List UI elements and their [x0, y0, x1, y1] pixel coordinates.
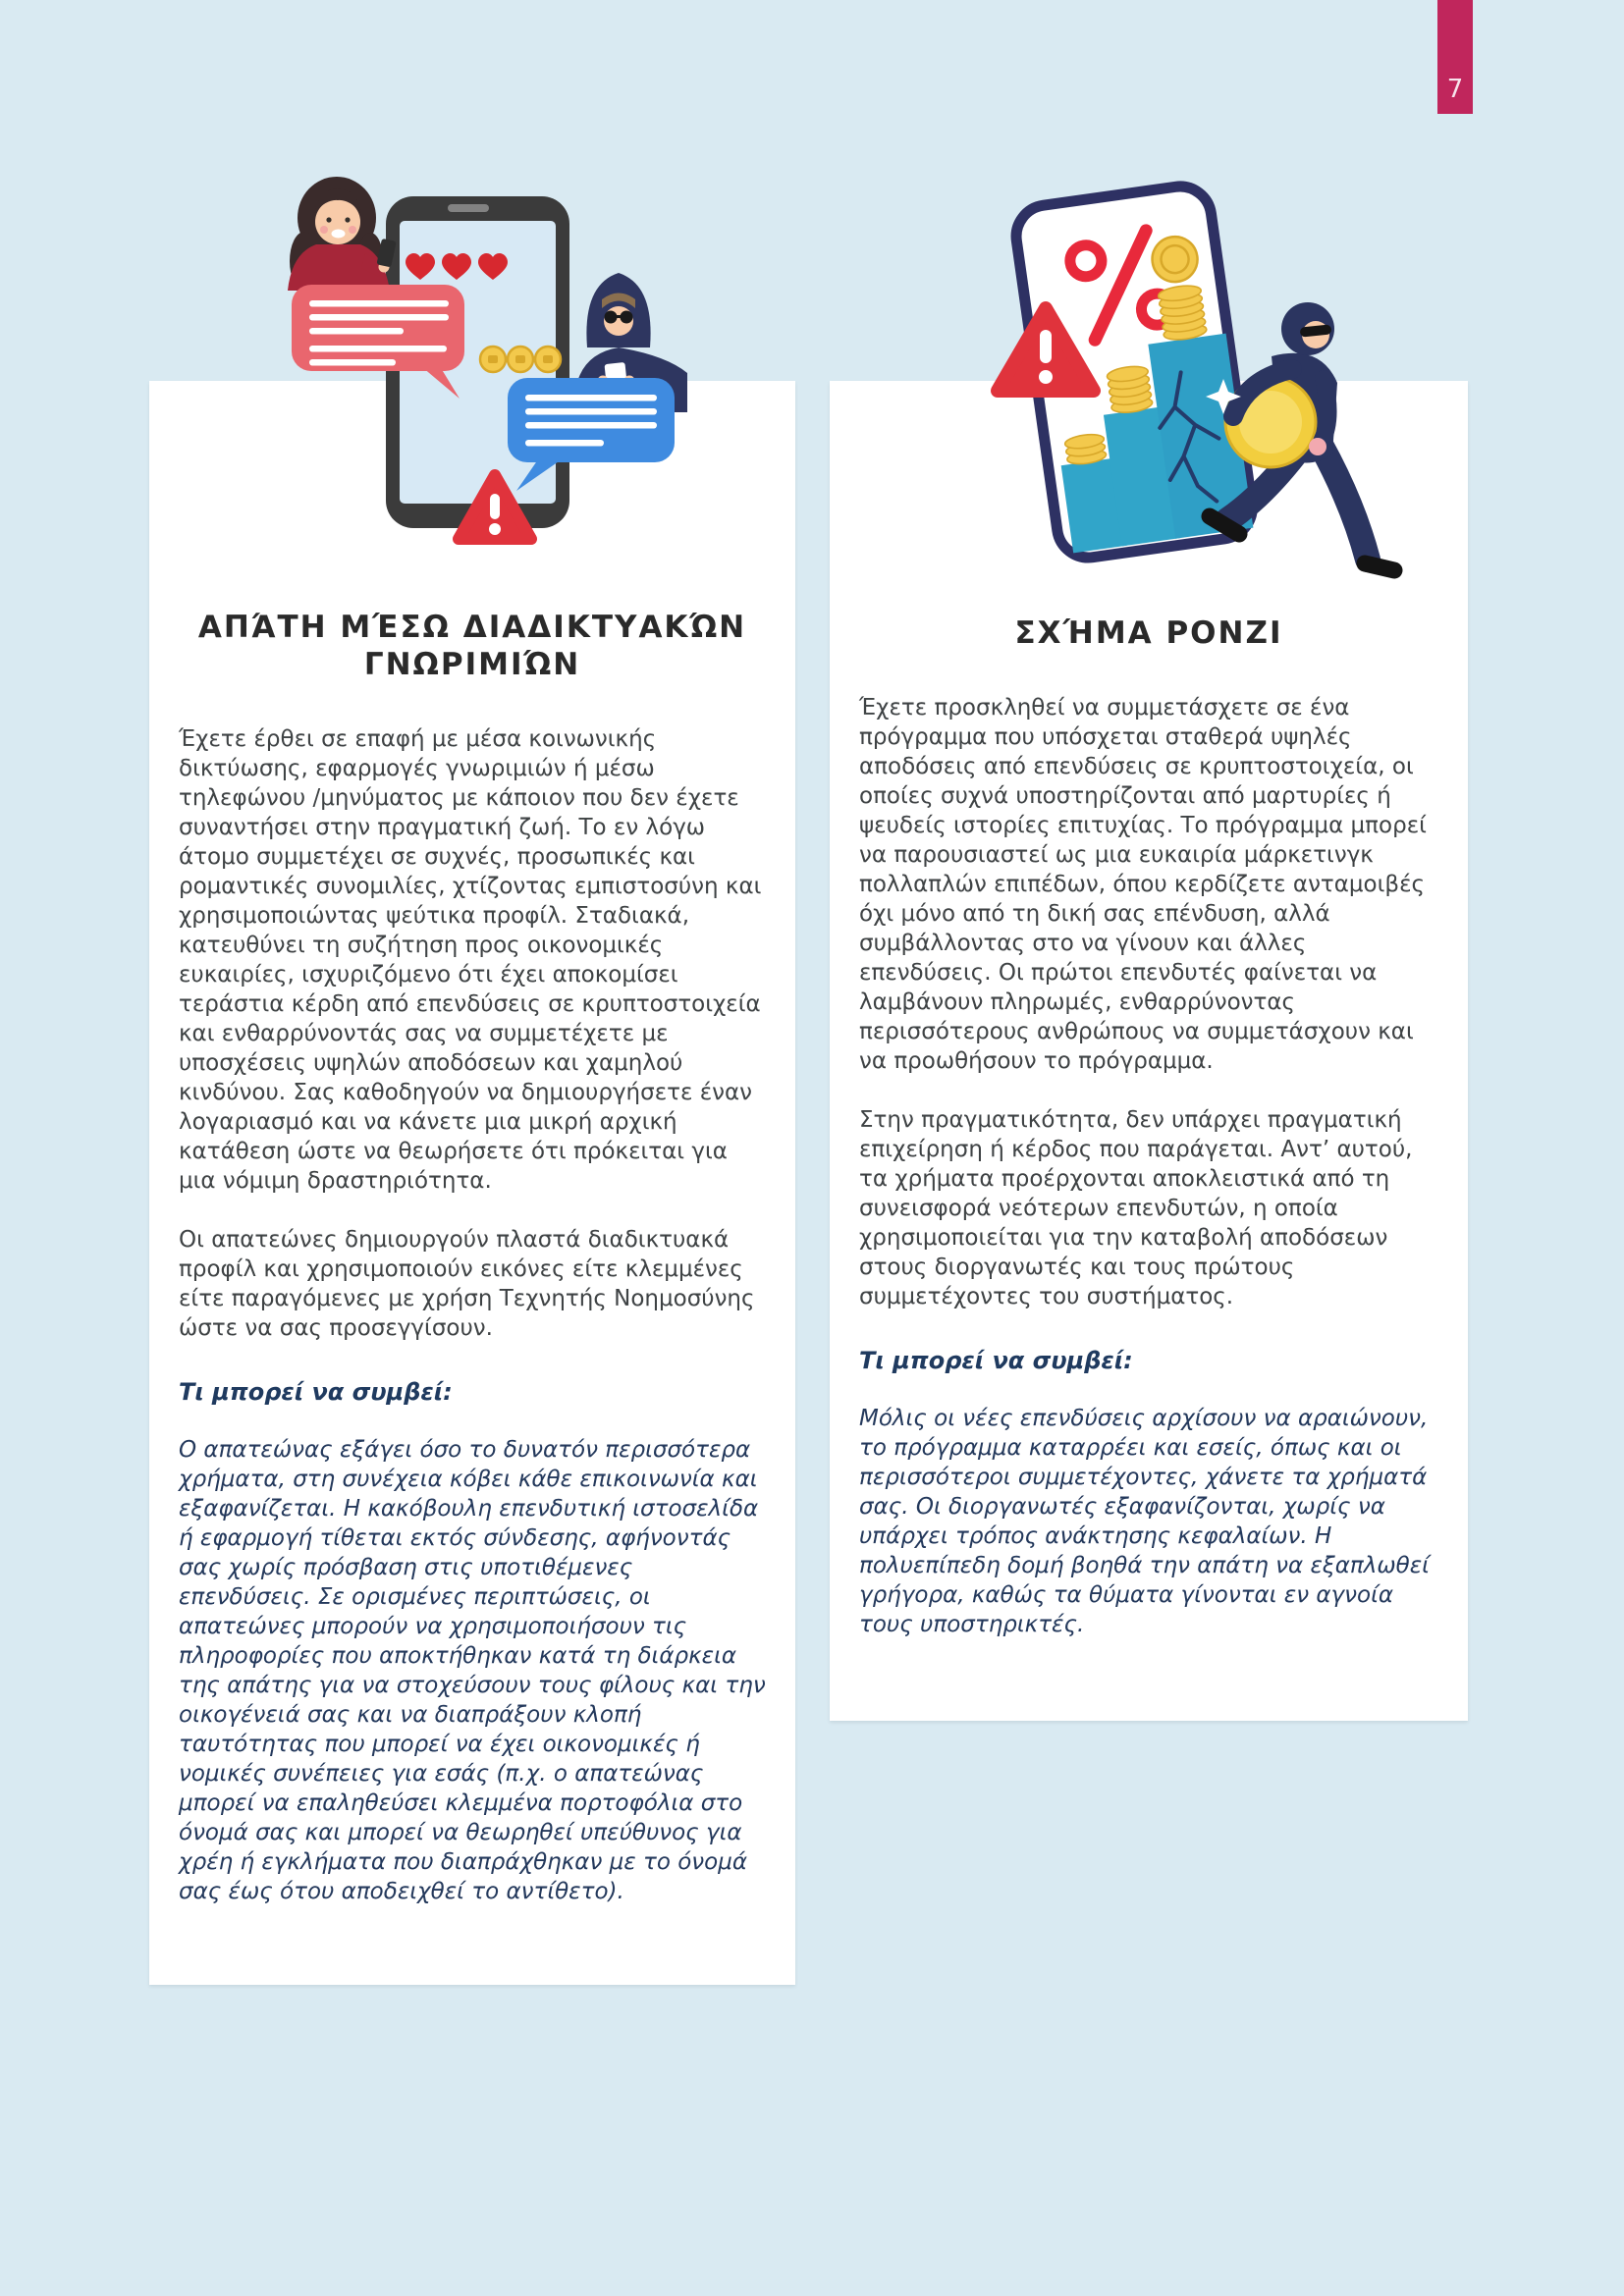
page-number-tab [1437, 0, 1473, 114]
left-paragraph-1: Έχετε έρθει σε επαφή με μέσα κοινωνικής δικτύωσης, εφαρμογές γνωριμιών ή μέσω τηλεφώνου /μηνύματος με κάποιον που δεν έχετε συναντήσει στην πραγματική ζωή. Το εν λόγω άτομο συμμετέχει σε συχνές, προσωπικές και ρομαντικές συνομιλίες, χτίζοντας εμπιστοσύνη και χρησιμοποιώντας ψεύτικα προφίλ. Σταδιακά, κατευθύνει τη συζήτηση προς οικονομικές ευκαιρίες, ισχυριζόμενο ότι έχει αποκομίσει τεράστια κέρδη από επενδύσεις σε κρυπτοστοιχεία και ενθαρρύνοντάς σας να συμμετέχετε με υποσχέσεις υψηλών αποδόσεων και χαμηλού κινδύνου. Σας καθοδηγούν να δημιουργήσετε έναν λογαριασμό και να κάνετε μια μικρή αρχική κατάθεση ώστε να θεωρήσετε ότι πρόκειται για μια νόμιμη δραστηριότητα. [179, 726, 762, 1194]
right-subheading: Τι μπορεί να συμβεί: [859, 1347, 1133, 1374]
left-column-panel [149, 381, 795, 1985]
woman-figure [288, 177, 397, 291]
left-column-content [149, 381, 795, 1906]
left-subheading: Τι μπορεί να συμβεί: [179, 1378, 453, 1406]
left-paragraph-3: Ο απατεώνας εξάγει όσο το δυνατόν περισσότερα χρήματα, στη συνέχεια κόβει κάθε επικοινωνία και εξαφανίζεται. Η κακόβουλη επενδυτική ιστοσελίδα ή εφαρμογή τίθεται εκτός σύνδεσης, αφήνοντάς σας χωρίς πρόσβαση στις υποτιθέμενες επενδύσεις. Σε ορισμένες περιπτώσεις, οι απατεώνες μπορούν να χρησιμοποιήσουν τις πληροφορίες που αποκτήθηκαν κατά τη διάρκεια της απάτης για να στοχεύσουν τους φίλους και την οικογένειά σας και να διαπράξουν κλοπή ταυτότητας που μπορεί να έχει οικονομικές ή νομικές συνέπειες για εσάς (π.χ. ο απατεώνας μπορεί να επαληθεύσει κλεμμένα πορτοφόλια στο όνομά σας και μπορεί να θεωρηθεί υπεύθυνος για χρέη ή εγκλήματα που διαπράχθηκαν με το όνομά σας έως ότου αποδειχθεί το αντίθετο). [179, 1437, 766, 1904]
right-paragraph-3: Μόλις οι νέες επενδύσεις αρχίσουν να αραιώνουν, το πρόγραμμα καταρρέει και εσείς, όπως και οι περισσότεροι συμμετέχοντες, χάνετε τα χρήματά σας. Οι διοργανωτές εξαφανίζονται, χωρίς να υπάρχει τρόπος ανάκτησης κεφαλαίων. Η πολυεπίπεδη δομή βοηθά την απάτη να εξαπλωθεί γρήγορα, καθώς τα θύματα γίνονται εν αγνοία τους υποστηρικτές. [859, 1406, 1430, 1637]
coins-icon [480, 347, 561, 372]
dating-scam-illustration [275, 116, 687, 597]
chat-bubble-blue [508, 378, 675, 491]
page-number: 7 [1446, 75, 1464, 104]
right-paragraph-1: Έχετε προσκληθεί να συμμετάσχετε σε ένα πρόγραμμα που υπόσχεται σταθερά υψηλές αποδόσεις από επενδύσεις σε κρυπτοστοιχεία, οι οποίες συχνά υποστηρίζονται από μαρτυρίες ή ψευδείς ιστορίες επιτυχίας. Το πρόγραμμα μπορεί να παρουσιαστεί ως μια ευκαιρία μάρκετινγκ πολλαπλών επιπέδων, όπου κερδίζετε ανταμοιβές όχι μόνο από τη δική σας επένδυση, αλλά συμβάλλοντας στο να γίνουν και άλλες επενδύσεις. Οι πρώτοι επενδυτές φαίνεται να λαμβάνουν πληρωμές, ενθαρρύνοντας περισσότερους ανθρώπους να συμμετάσχουν και να προωθήσουν το πρόγραμμα. [859, 695, 1427, 1074]
right-paragraph-2: Στην πραγματικότητα, δεν υπάρχει πραγματική επιχείρηση ή κέρδος που παράγεται. Αντ’ αυτού, τα χρήματα προέρχονται αποκλειστικά από τη συνεισφορά νεότερων επενδυτών, η οποία χρησιμοποιείται για την καταβολή αποδόσεων στους διοργανωτές και τους πρώτους συμμετέχοντες του συστήματος. [859, 1107, 1413, 1309]
ponzi-illustration [933, 135, 1414, 587]
hearts-icon [406, 253, 508, 280]
left-column-heading: ΑΠΆΤΗ ΜΈΣΩ ΔΙΑΔΙΚΤΥΑΚΏΝ ΓΝΩΡΙΜΙΏΝ [197, 610, 747, 682]
right-column-heading: ΣΧΉΜΑ PONZI [1014, 615, 1283, 651]
left-paragraph-2: Οι απατεώνες δημιουργούν πλαστά διαδικτυακά προφίλ και χρησιμοποιούν εικόνες είτε κλεμμένες είτε παραγόμενες με χρήση Τεχνητής Νοημοσύνης ώστε να σας προσεγγίσουν. [179, 1227, 755, 1341]
